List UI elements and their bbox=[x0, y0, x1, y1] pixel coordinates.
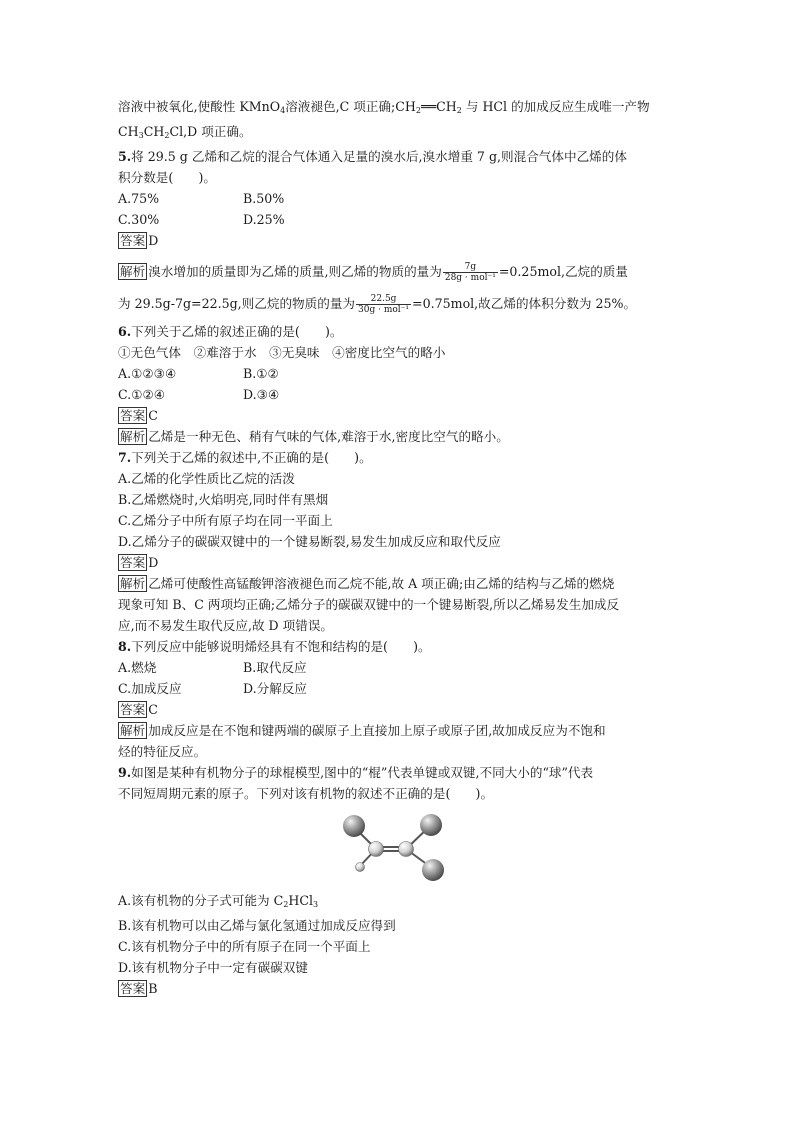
continued-text-line-1: 溶液中被氧化,使酸性 KMnO$_4$溶液褪色,C 项正确$;CH_2══CH_2$ 与 HCl 的加成反应生成唯一产物 bbox=[118, 99, 650, 115]
question-8-analysis-line-2: 烃的特征反应。 bbox=[118, 744, 207, 759]
analysis-tag: 解析 bbox=[120, 264, 146, 279]
continued-text-line-2: $CH_3CH_2Cl,D$ 项正确。 bbox=[118, 124, 252, 140]
option-a: A.该有机物的分子式可能为 $C_2HCl_3$ bbox=[118, 893, 319, 909]
analysis-tag: 解析 bbox=[120, 576, 146, 591]
question-8-options-row-2 bbox=[118, 678, 688, 699]
atom-large bbox=[343, 815, 365, 837]
question-7-analysis-line-2: 现象可知 B、C 两项均正确;乙烯分子的碳碳双键中的一个键易断裂,所以乙烯易发生加成反 bbox=[118, 597, 620, 612]
option-b: B.乙烯燃烧时,火焰明亮,同时伴有黑烟 bbox=[118, 492, 329, 507]
option-b: B.该有机物可以由乙烯与氯化氢通过加成反应得到 bbox=[118, 918, 396, 933]
option-c: C.该有机物分子中的所有原子在同一个平面上 bbox=[118, 939, 371, 954]
question-5-answer: 答案 D bbox=[120, 233, 159, 248]
option-d: D.25% bbox=[243, 212, 285, 227]
question-5-options-row-1 bbox=[118, 188, 688, 209]
analysis-tag: 解析 bbox=[120, 429, 146, 444]
option-d: D.分解反应 bbox=[243, 681, 308, 696]
answer-tag: 答案 bbox=[120, 408, 146, 423]
worksheet-page bbox=[118, 96, 688, 999]
question-6-options-row-2 bbox=[118, 384, 688, 405]
option-a: A.乙烯的化学性质比乙烷的活泼 bbox=[118, 471, 295, 486]
option-c: C.乙烯分子中所有原子均在同一平面上 bbox=[118, 513, 333, 528]
question-7-stem: 7.下列关于乙烯的叙述中,不正确的是( )。 bbox=[118, 450, 372, 465]
atom-large bbox=[420, 814, 442, 836]
question-8-answer: 答案 C bbox=[120, 702, 158, 717]
option-d: D.该有机物分子中一定有碳碳双键 bbox=[118, 960, 308, 975]
option-a: A.燃烧 bbox=[118, 660, 157, 675]
question-7-analysis-line-3: 应,而不易发生取代反应,故 D 项错误。 bbox=[118, 618, 334, 633]
question-6-answer: 答案 C bbox=[120, 408, 158, 423]
question-7-analysis-line-1: 解析 乙烯可使酸性高锰酸钾溶液褪色而乙烷不能,故 A 项正确;由乙烯的结构与乙烯的燃烧 bbox=[120, 576, 615, 591]
question-6-options-row-1 bbox=[118, 363, 688, 384]
question-5-stem-line-1: 5.将 29.5 g 乙烯和乙烷的混合气体通入足量的溴水后,溴水增重 7 g,则混合气体中乙烯的体 bbox=[118, 149, 627, 164]
question-5-stem-line-2: 积分数是( )。 bbox=[118, 170, 216, 185]
question-7-answer: 答案 D bbox=[120, 555, 159, 570]
answer-tag: 答案 bbox=[120, 233, 146, 248]
question-6-items: ①无色气体 ②难溶于水 ③无臭味 ④密度比空气的略小 bbox=[118, 345, 446, 360]
question-6-analysis: 解析 乙烯是一种无色、稍有气味的气体,难溶于水,密度比空气的略小。 bbox=[120, 429, 509, 444]
option-d: D.③④ bbox=[243, 387, 280, 402]
question-8-analysis-line-1: 解析 加成反应是在不饱和键两端的碳原子上直接加上原子或原子团,故加成反应为不饱和 bbox=[120, 723, 606, 738]
atom-large bbox=[422, 859, 444, 881]
option-b: B.50% bbox=[243, 191, 285, 206]
option-a: A.①②③④ bbox=[118, 366, 177, 381]
fraction-ethane-moles: $\frac{22.5g}{\text{30g · mol⁻¹}}$ bbox=[358, 294, 410, 315]
question-8-stem: 8.下列反应中能够说明烯烃具有不饱和结构的是( )。 bbox=[118, 639, 431, 654]
bonds bbox=[354, 826, 432, 868]
atom-carbon bbox=[399, 842, 414, 857]
question-5-options-row-2 bbox=[118, 209, 688, 230]
question-9-stem-line-2: 不同短周期元素的原子。下列对该有机物的叙述不正确的是( )。 bbox=[118, 786, 494, 801]
question-9-stem-line-1: 9.如图是某种有机物分子的球棍模型,图中的“棍”代表单键或双键,不同大小的“球”代表 bbox=[118, 765, 594, 780]
question-9-answer: 答案 B bbox=[120, 981, 158, 996]
option-b: B.①② bbox=[243, 366, 279, 381]
question-5-analysis-line-2: 为 29.5g-7g=22.5g,则乙烷的物质的量为 $\frac{22.5g}{\text{30g · mol⁻¹}}$ =0.75mol,故乙烯的体积分数为 25%。 bbox=[118, 294, 637, 315]
option-c: C.30% bbox=[118, 212, 160, 227]
ball-and-stick-model-figure bbox=[338, 812, 458, 884]
question-5-analysis-line-1: 解析 溴水增加的质量即为乙烯的质量,则乙烯的物质的量为 $\frac{7g}{\text{28g · mol⁻¹}}$ =0.25mol,乙烷的质量 bbox=[120, 262, 628, 283]
option-a: A.75% bbox=[118, 191, 160, 206]
answer-tag: 答案 bbox=[120, 981, 146, 996]
option-b: B.取代反应 bbox=[243, 660, 307, 675]
molecule-model-svg bbox=[338, 812, 458, 884]
option-c: C.加成反应 bbox=[118, 681, 182, 696]
fraction-ethylene-moles: $\frac{7g}{\text{28g · mol⁻¹}}$ bbox=[444, 262, 496, 283]
atom-small bbox=[356, 863, 365, 872]
atom-carbon bbox=[369, 842, 384, 857]
question-6-stem: 6.下列关于乙烯的叙述正确的是( )。 bbox=[118, 324, 343, 339]
option-c: C.①②④ bbox=[118, 387, 166, 402]
analysis-tag: 解析 bbox=[120, 723, 146, 738]
question-8-options-row-1 bbox=[118, 657, 688, 678]
option-d: D.乙烯分子的碳碳双键中的一个键易断裂,易发生加成反应和取代反应 bbox=[118, 534, 501, 549]
answer-tag: 答案 bbox=[120, 702, 146, 717]
answer-tag: 答案 bbox=[120, 555, 146, 570]
